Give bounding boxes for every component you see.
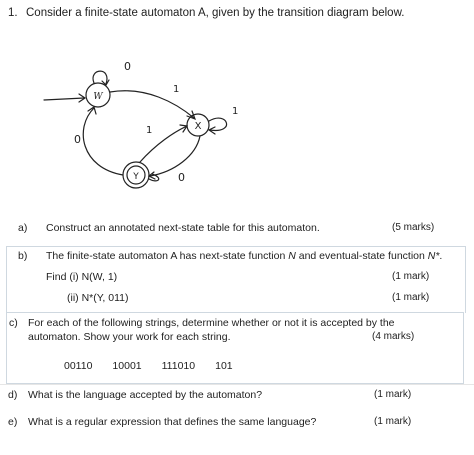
- part-c-label: c): [9, 317, 18, 329]
- part-e-marks: (1 mark): [374, 416, 412, 427]
- part-b-label: b): [18, 250, 28, 262]
- test-string-3: 111010: [161, 360, 196, 372]
- test-string-4: 101: [215, 360, 233, 372]
- part-b-find-ii-marks: (1 mark): [392, 292, 430, 303]
- part-b-n: N: [288, 250, 296, 262]
- part-b-text-mid: and eventual-state function: [295, 250, 428, 262]
- state-w-label: W: [93, 92, 103, 102]
- part-b-text: [46, 250, 442, 262]
- y-to-x-label: 1: [146, 125, 153, 136]
- test-string-1: 00110: [64, 360, 93, 372]
- part-a-label: a): [18, 222, 28, 234]
- part-a-marks: (5 marks): [392, 222, 435, 233]
- part-d-marks: (1 mark): [374, 389, 412, 400]
- x-loop-label: 1: [232, 106, 239, 117]
- w-loop-label: 0: [124, 60, 131, 73]
- transition-diagram: [36, 48, 256, 198]
- y-to-w-label: 0: [74, 133, 81, 146]
- part-d-text: What is the language accepted by the automaton?: [28, 389, 263, 401]
- start-arrow: [44, 98, 84, 100]
- part-c-strings: [64, 360, 253, 372]
- part-b-nstar: N*: [427, 250, 440, 262]
- question-number: 1.: [8, 7, 18, 19]
- part-c-line-1: For each of the following strings, determine whether or not it is accepted by the: [28, 317, 395, 329]
- w-loop: [93, 71, 107, 84]
- part-c-marks: (4 marks): [372, 331, 415, 342]
- state-y-label: Y: [133, 172, 139, 182]
- part-b-find-ii: (ii) N*(Y, 011): [67, 292, 129, 304]
- part-b-text-end: .: [439, 250, 443, 262]
- question-1-heading: [8, 7, 404, 19]
- part-b-find-i-marks: (1 mark): [392, 271, 430, 282]
- w-to-x-label: 1: [173, 84, 180, 95]
- part-b-find-i: Find (i) N(W, 1): [46, 271, 118, 283]
- part-a-text: Construct an annotated next-state table for this automaton.: [46, 222, 320, 234]
- y-to-w-arrow: [83, 108, 123, 175]
- question-1-text: Consider a finite-state automaton A, given by the transition diagram below.: [26, 7, 405, 19]
- part-e-text: What is a regular expression that defines the same language?: [28, 416, 317, 428]
- part-c-line-2: automaton. Show your work for each string.: [28, 331, 231, 343]
- part-d-label: d): [8, 389, 18, 401]
- part-e-label: e): [8, 416, 18, 428]
- state-x-label: X: [194, 121, 202, 132]
- w-to-x-arrow: [110, 91, 194, 118]
- y-loop-label: 0: [178, 171, 185, 184]
- part-b-text-pre: The finite-state automaton A has next-state function: [46, 250, 289, 262]
- x-to-y-curve: [150, 136, 200, 176]
- test-string-2: 10001: [112, 360, 142, 372]
